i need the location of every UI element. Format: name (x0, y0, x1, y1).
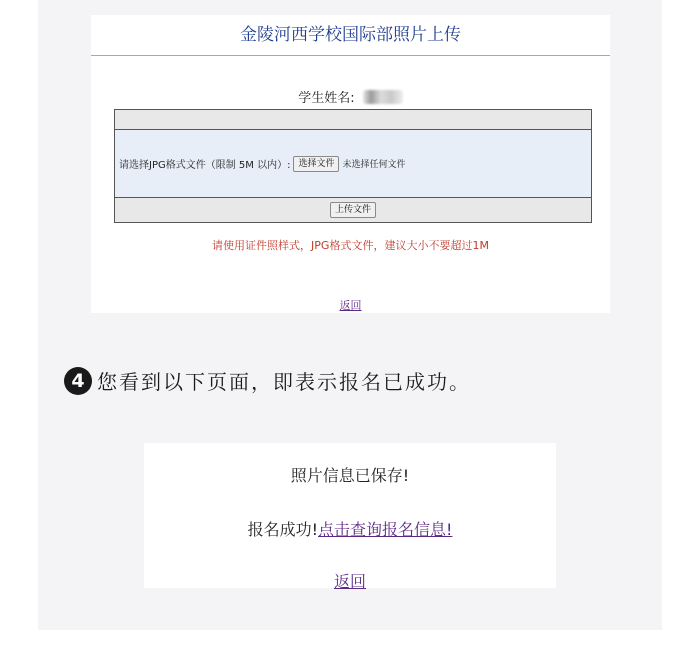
file-prompt-label: 请选择JPG格式文件（限制 5M 以内）: (119, 160, 291, 171)
back-link-container (144, 569, 556, 592)
upload-notice: 请使用证件照样式，JPG格式文件，建议大小不要超过1M (212, 239, 489, 252)
step-instruction (64, 366, 471, 395)
step-text: 您看到以下页面，即表示报名已成功。 (97, 370, 471, 394)
back-link[interactable]: 返回 (339, 299, 362, 312)
choose-file-button[interactable]: 选择文件 (293, 156, 339, 172)
upload-button-row (115, 198, 591, 222)
page-title: 金陵河西学校国际部照片上传 (91, 15, 610, 56)
student-name-label: 学生姓名: (298, 91, 355, 106)
success-text: 报名成功! (247, 520, 318, 539)
blurred-name-value (363, 90, 403, 104)
file-select-row (115, 130, 591, 198)
success-row (144, 517, 556, 540)
upload-form-screenshot (91, 15, 610, 313)
step-number-badge: 4 (64, 367, 92, 395)
table-header-row (115, 110, 591, 130)
success-page-screenshot (144, 443, 556, 591)
query-registration-link[interactable]: 点击查询报名信息! (318, 520, 453, 539)
saved-message: 照片信息已保存! (290, 466, 410, 485)
no-file-status: 未选择任何文件 (342, 160, 406, 170)
back-link-container (91, 297, 610, 313)
upload-button[interactable]: 上传文件 (330, 202, 376, 218)
back-link[interactable]: 返回 (333, 572, 366, 591)
student-name-row (91, 87, 610, 106)
upload-table (114, 109, 592, 223)
